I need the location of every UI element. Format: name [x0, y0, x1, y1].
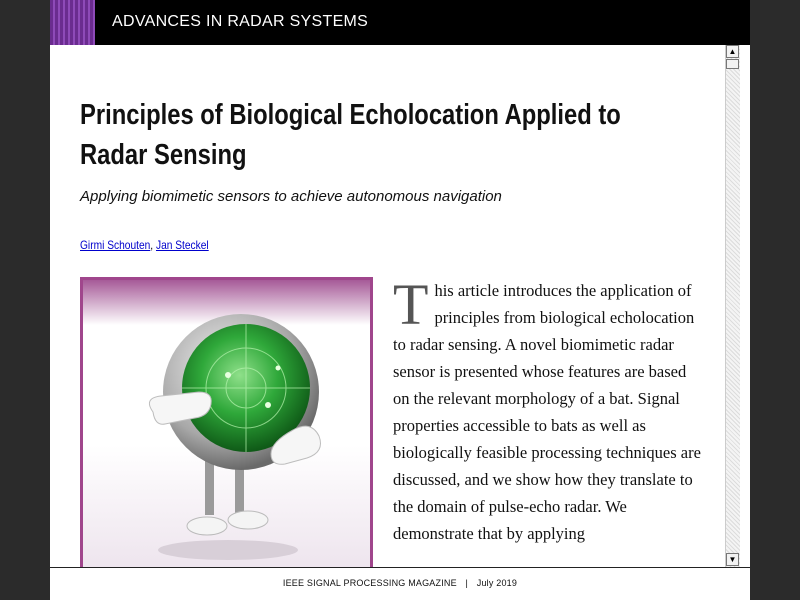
scroll-up-button[interactable]: ▲ [726, 45, 739, 58]
article-content [50, 45, 725, 567]
author-list [80, 238, 209, 252]
radar-character-icon [83, 280, 370, 567]
footer-date: July 2019 [476, 578, 518, 588]
footer-publication: IEEE SIGNAL PROCESSING MAGAZINE [282, 578, 457, 588]
footer-text [50, 578, 750, 588]
article-subtitle: Applying biomimetic sensors to achieve autonomous navigation [80, 188, 502, 205]
article-body [393, 272, 703, 547]
vertical-scrollbar[interactable] [725, 45, 740, 567]
document-page [50, 0, 750, 600]
article-body-text: his article introduces the application of principles from biological echolocation to radar sensing. A novel biomimetic radar sensor is presented whose features are based on the relevant morphology of a bat. Signal properties accessible to bats as well as biologically feasible processing techniques are discussed, and we show how they translate to the domain of pulse-echo radar. We demonstrate that by applying [393, 281, 701, 543]
section-header-bar [50, 0, 750, 45]
page-footer [50, 567, 750, 600]
author-link-steckel[interactable]: Jan Steckel [155, 238, 209, 252]
article-figure [80, 277, 373, 567]
section-accent-block [50, 0, 95, 45]
drop-cap: T [393, 272, 429, 337]
scroll-down-button[interactable]: ▼ [726, 553, 739, 566]
article-title: Principles of Biological Echolocation Applied to Radar Sensing [80, 99, 621, 171]
scroll-thumb[interactable] [726, 59, 739, 69]
section-title: ADVANCES IN RADAR SYSTEMS [112, 13, 369, 30]
author-link-schouten[interactable]: Girmi Schouten [80, 238, 151, 252]
footer-separator: | [465, 578, 469, 588]
author-separator: , [150, 238, 156, 252]
